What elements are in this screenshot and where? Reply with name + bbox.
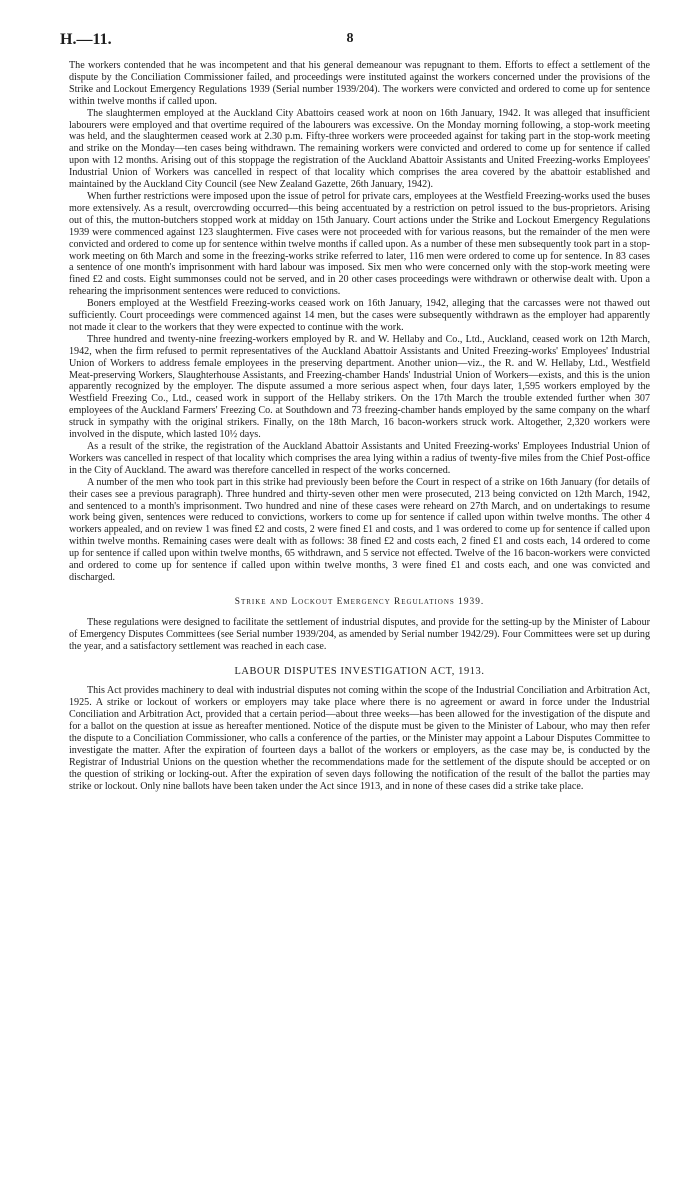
- paragraph-registration-cancelled: As a result of the strike, the registration of the Auckland Abattoir Assistants and United Freezing-works' Employees Industrial Union of Workers was cancelled in respect of that locality which comprises the area lying within a radius of twenty-five miles from the Chief Post-office in the City of Auckland. The award was therefore cancelled in respect of the works concerned.: [69, 441, 650, 476]
- paragraph-hellaby-strike: Three hundred and twenty-nine freezing-workers employed by R. and W. Hellaby and Co., Ltd., Auckland, ceased work on 12th March, 1942, when the firm refused to permit representatives of the Auckland Abattoir Assistants and United Freezing-works' Employees' Industrial Union of Workers to address female employees in the preserving department. Another union—viz., the R. and W. Hellaby, Ltd., Westfield Meat-preserving Workers, Slaughterhouse Assistants, and Freezing-chamber Hands' Industrial Union of Workers—exists, and this is the union apparently recognized by the employer. The dispute assumed a more serious aspect when, four days later, 1,595 workers employed by the Westfield Freezing Co., Ltd., ceased work in support of the Hellaby strikers. On the 17th March the trouble extended further when 307 employees of the Auckland Farmers' Freezing Co. at Southdown and 73 freezing-chamber hands employed by the same company on the wharf struck in sympathy with the original strikers. Finally, on the 18th March, 16 bacon-workers struck work. Altogether, 2,320 workers were involved in the dispute, which lasted 10½ days.: [69, 333, 650, 441]
- body-text: [69, 60, 650, 793]
- document-identifier: H.—11.: [60, 31, 112, 48]
- paragraph-westfield-petrol: When further restrictions were imposed upon the issue of petrol for private cars, employees at the Westfield Freezing-works used the buses more extensively. As a result, overcrowding occurred—this being accentuated by a restriction on petrol issued to the bus-proprietors. Arising out of this, the mutton-butchers stopped work at midday on 15th January. Court actions under the Strike and Lockout Emergency Regulations 1939 were commenced against 123 slaughtermen. Five cases were not proceeded with for various reasons, but the remainder of the men were convicted and ordered to come up for sentence within twelve months if called upon. As a number of these men subsequently took part in a stop-work meeting on 6th March and some in the freezing-works strike referred to later, 116 men were ordered to come up for sentence. In 83 cases a sentence of one month's imprisonment with hard labour was imposed. Six men who were concerned only with the stop-work meeting were fined £2 and costs. Eight summonses could not be served, and in 20 other cases proceedings were withdrawn or otherwise dealt with. Upon a rehearing the imprisonment sentences were reduced to convictions.: [69, 190, 650, 298]
- paragraph-strike-regulations: These regulations were designed to facilitate the settlement of industrial disputes, and provide for the setting-up by the Minister of Labour of Emergency Disputes Committees (see Serial number 1939/204, as amended by Serial number 1942/29). Four Committees were set up during the year, and a satisfactory settlement was reached in each case.: [69, 616, 650, 652]
- paragraph-auckland-abattoirs: The slaughtermen employed at the Auckland City Abattoirs ceased work at noon on 16th January, 1942. It was alleged that insufficient labourers were employed and that overtime required of the labourers was excessive. On the Monday morning following, a stop-work meeting was held, and the slaughtermen ceased work at 2.30 p.m. Fifty-three workers were proceeded against for taking part in the stop-work meeting and strike on the Monday—ten cases being withdrawn. The remaining workers were convicted and ordered to come up for sentence if called upon with 12 months. Arising out of this stoppage the registration of the Auckland Abattoir Assistants and United Freezing-works Employees' Industrial Union of Workers was cancelled in respect of that locality which comprises the area covered by the abattoir established and maintained by the Auckland City Council (see New Zealand Gazette, 26th January, 1942).: [69, 107, 650, 191]
- paragraph-boners: Boners employed at the Westfield Freezing-works ceased work on 16th January, 1942, alleging that the carcasses were not thawed out sufficiently. Court proceedings were commenced against 14 men, but the cases were subsequently withdrawn as the employer had apparently not made it clear to the workers that they were expected to continue with the work.: [69, 298, 650, 333]
- page-header: [60, 31, 640, 51]
- page-number: 8: [346, 31, 354, 46]
- paragraph-workers-contended: The workers contended that he was incompetent and that his general demeanour was repugnant to them. Efforts to effect a settlement of the dispute by the Conciliation Commissioner failed, and proceedings were instituted against the workers concerned under the provisions of the Strike and Lockout Emergency Regulations 1939 (Serial number 1939/204). The workers were convicted and ordered to come up for sentence within twelve months if called upon.: [69, 60, 650, 107]
- paragraph-labour-disputes-act: This Act provides machinery to deal with industrial disputes not coming within the scope of the Industrial Conciliation and Arbitration Act, 1925. A strike or lockout of workers or employers may take place where there is no agreement or award in force under the Industrial Conciliation and Arbitration Act, provided that a certain period—about three weeks—has been allowed for the investigation of the dispute and for a ballot on the question at issue as hereafter mentioned. Notice of the dispute must be given to the Minister of Labour, who may then refer the dispute to a Conciliation Commissioner, who calls a conference of the parties, or the Minister may appoint a Labour Disputes Committee to investigate the matter. After the expiration of fourteen days a ballot of the workers or employers, as the case may be, is conducted by the Registrar of Industrial Unions on the question whether the recommendations made for the settlement of the dispute should be accepted or on the question of striking or locking-out. After the expiration of seven days following the notification of the result of the ballot the parties may strike or lockout. Only nine ballots have been taken under the Act since 1913, and in none of these cases did a strike take place.: [69, 685, 650, 792]
- paragraph-prosecutions: A number of the men who took part in this strike had previously been before the Court in respect of a strike on 16th January (for details of their cases see a previous paragraph). Three hundred and thirty-seven other men were prosecuted, 213 being convicted on 12th March, 1942, and sentenced to a month's imprisonment. Two hundred and nine of these cases were reheard on 27th March, and on undertakings to resume work being given, sentences were reduced to convictions, workers to come up for sentence if called upon within twelve months. The other 4 workers appealed, and on review 1 was fined £2 and costs, 2 were fined £1 and costs, and 1 was ordered to come up for sentence if called upon within twelve months. Remaining cases were dealt with as follows: 38 fined £2 and costs each, 2 fined £1 and costs each, 14 ordered to come up for sentence if called upon within twelve months, 65 withdrawn, and 5 service not effected. Twelve of the 16 bacon-workers were convicted and ordered to come up for sentence if called upon within twelve months, 3 were fined £1 and costs each, and one was convicted and discharged.: [69, 476, 650, 583]
- section-heading-strike-regulations: Strike and Lockout Emergency Regulations 1939.: [234, 596, 485, 607]
- section-heading-labour-disputes-act: LABOUR DISPUTES INVESTIGATION ACT, 1913.: [234, 665, 485, 677]
